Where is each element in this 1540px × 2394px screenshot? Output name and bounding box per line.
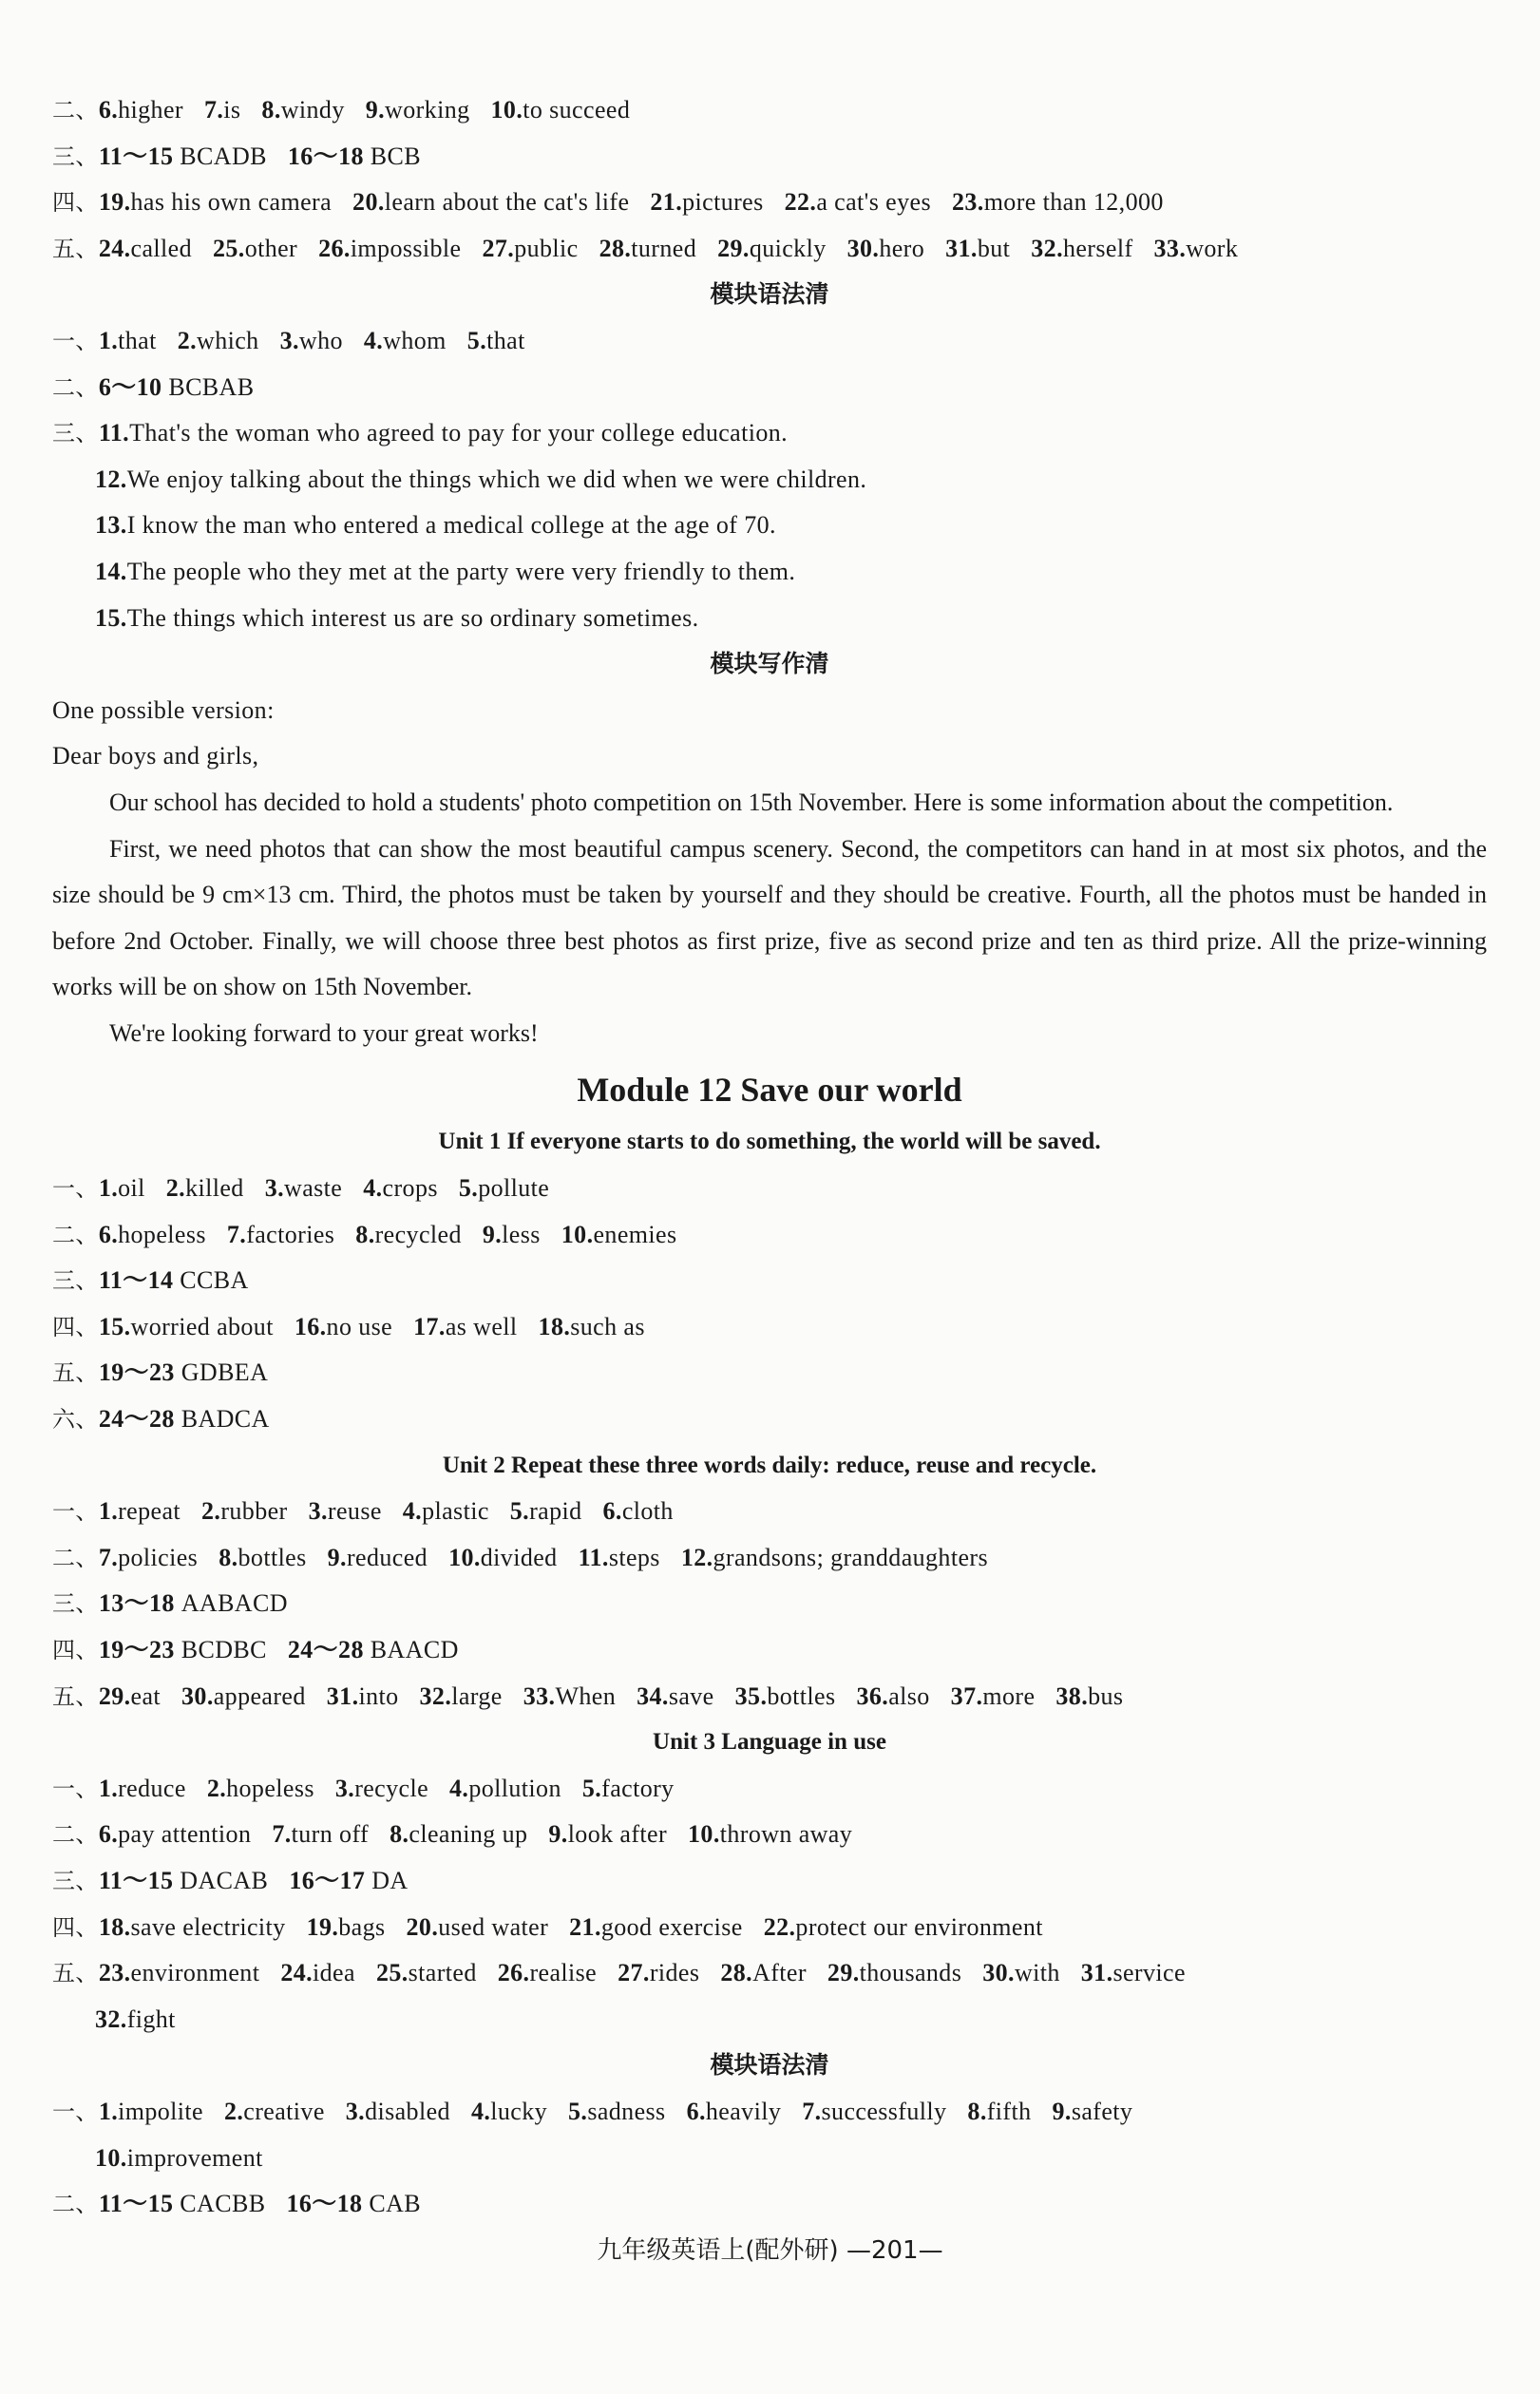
answer-line <box>52 1858 1487 1905</box>
answer-text: BCBAB <box>162 372 255 401</box>
question-group-prefix: 六、 <box>52 1406 99 1434</box>
question-number: 26. <box>318 234 351 262</box>
essay-paragraph: First, we need photos that can show the most beautiful campus scenery. Second, the competitors can hand in at most six photos, and the size should be 9 cm×13 cm. Third, the photos must be taken by yourself and they should be creative. Fourth, all the photos must be handed in before 2nd October. Finally, we will choose three best photos as first prize, five as second prize and ten as third prize. All the prize-winning works will be on show on 15th November. <box>52 834 1487 1001</box>
section-heading: 模块语法清 <box>710 280 829 309</box>
question-number: 22. <box>784 188 817 217</box>
question-number: 1. <box>98 1497 119 1526</box>
answer-text: CCBA <box>173 1266 249 1295</box>
question-number: 8. <box>967 2097 987 2125</box>
question-number: 15. <box>95 603 127 632</box>
question-number: 30. <box>982 1959 1015 1987</box>
question-number: 16～17 <box>289 1866 366 1894</box>
question-group-prefix: 四、 <box>52 1637 99 1663</box>
answer-text: reduce <box>118 1774 186 1802</box>
answer-line <box>52 1166 1487 1212</box>
question-number: 18. <box>98 1912 131 1941</box>
answer-text: hopeless <box>226 1774 314 1802</box>
answer-line <box>52 503 1487 549</box>
question-number: 16. <box>294 1312 327 1340</box>
question-number: 3. <box>345 2097 366 2125</box>
question-group-prefix: 三、 <box>52 420 99 447</box>
question-number: 4. <box>470 2097 491 2125</box>
answer-line <box>52 1766 1487 1813</box>
question-number: 31. <box>1080 1959 1113 1987</box>
answer-text: steps <box>608 1543 660 1571</box>
question-number: 11～15 <box>98 1866 174 1894</box>
answer-line <box>52 410 1487 457</box>
question-number: 5. <box>581 1774 602 1802</box>
answer-text: bottles <box>238 1543 307 1571</box>
question-number: 21. <box>569 1912 601 1941</box>
answer-text: oil <box>118 1174 145 1203</box>
answer-text: which <box>197 326 259 354</box>
answer-text: lucky <box>490 2097 548 2125</box>
question-number: 2. <box>201 1497 221 1526</box>
answer-text: The people who they met at the party were very friendly to them. <box>126 557 796 585</box>
answer-text: hopeless <box>118 1220 206 1248</box>
question-group-prefix: 一、 <box>52 1175 99 1203</box>
answer-text: turn off <box>291 1820 370 1849</box>
question-number: 6. <box>98 96 119 124</box>
unit-title: Unit 3 Language in use <box>653 1729 886 1756</box>
section-heading: 模块写作清 <box>710 650 829 678</box>
question-group-prefix: 三、 <box>52 1590 99 1618</box>
question-number: 9. <box>327 1543 347 1571</box>
question-number: 32. <box>95 2004 127 2033</box>
answer-line <box>52 87 1487 134</box>
page-footer: 九年级英语上(配外研) —201— <box>597 2236 943 2265</box>
answer-text: That's the woman who agreed to pay for your college education. <box>129 419 789 447</box>
answer-text: save electricity <box>130 1912 286 1941</box>
question-number: 11～14 <box>98 1266 174 1295</box>
question-number: 14. <box>95 557 127 585</box>
question-group-prefix: 二、 <box>52 2191 99 2218</box>
answer-text: a cat's eyes <box>816 188 931 217</box>
unit-title: Unit 1 If everyone starts to do something, the world will be saved. <box>438 1129 1101 1155</box>
question-number: 11～15 <box>98 142 174 170</box>
answer-text: into <box>358 1682 399 1710</box>
answer-text: thousands <box>859 1959 962 1987</box>
question-number: 10. <box>490 96 523 124</box>
question-number: 8. <box>355 1220 375 1248</box>
answer-text: used water <box>438 1912 549 1941</box>
question-number: 7. <box>272 1820 292 1849</box>
answer-text: factories <box>246 1220 335 1248</box>
question-number: 7. <box>98 1543 119 1571</box>
question-number: 9. <box>482 1220 503 1248</box>
question-number: 11. <box>98 419 130 447</box>
answer-text: that <box>118 326 157 354</box>
question-group-prefix: 一、 <box>52 327 99 354</box>
question-number: 5. <box>466 326 487 354</box>
unit-title: Unit 2 Repeat these three words daily: reduce, reuse and recycle. <box>442 1452 1097 1478</box>
question-number: 36. <box>856 1682 889 1710</box>
question-number: 2. <box>177 326 198 354</box>
question-group-prefix: 五、 <box>52 1359 99 1387</box>
answer-text: rapid <box>529 1497 582 1526</box>
question-number: 3. <box>264 1174 285 1203</box>
answer-text: waste <box>284 1174 343 1203</box>
answer-text: other <box>244 234 298 262</box>
answer-text: killed <box>185 1174 244 1203</box>
question-number: 28. <box>720 1959 753 1987</box>
answer-text: service <box>1112 1959 1186 1987</box>
essay-paragraph: We're looking forward to your great works! <box>109 1018 539 1047</box>
answer-text: factory <box>601 1774 675 1802</box>
answer-text: fight <box>126 2004 176 2033</box>
answer-text: environment <box>130 1959 260 1987</box>
essay-line: One possible version: <box>52 695 275 724</box>
answer-text: disabled <box>365 2097 450 2125</box>
essay-line: Dear boys and girls, <box>52 742 259 770</box>
answer-text: reuse <box>327 1497 382 1526</box>
answer-line <box>52 2181 1487 2228</box>
question-number: 24～28 <box>287 1636 364 1663</box>
question-number: 19～23 <box>98 1358 175 1387</box>
question-number: 30. <box>181 1682 214 1710</box>
question-number: 16～18 <box>286 2190 363 2218</box>
answer-text: recycled <box>374 1220 462 1248</box>
question-number: 20. <box>352 188 385 217</box>
answer-text: cleaning up <box>409 1820 528 1849</box>
question-group-prefix: 二、 <box>52 1221 99 1248</box>
question-number: 33. <box>523 1682 556 1710</box>
question-number: 20. <box>406 1912 439 1941</box>
answer-line <box>52 596 1487 642</box>
question-number: 12. <box>680 1543 713 1571</box>
question-number: 24～28 <box>98 1405 175 1434</box>
question-number: 3. <box>279 326 299 354</box>
question-number: 4. <box>363 1174 383 1203</box>
module-title: Module 12 Save our world <box>577 1071 962 1110</box>
answer-text: CACBB <box>173 2190 266 2218</box>
question-number: 1. <box>98 326 119 354</box>
question-group-prefix: 二、 <box>52 1821 99 1849</box>
question-number: 34. <box>637 1682 669 1710</box>
question-number: 37. <box>950 1682 983 1710</box>
answer-text: creative <box>243 2097 325 2125</box>
answer-text: whom <box>383 326 447 354</box>
question-number: 10. <box>561 1220 594 1248</box>
question-number: 19. <box>98 188 131 217</box>
answer-line <box>52 1581 1487 1627</box>
answer-text: hero <box>879 234 925 262</box>
answer-text: more than 12,000 <box>983 188 1164 217</box>
question-number: 1. <box>98 2097 119 2125</box>
answer-text: enemies <box>593 1220 677 1248</box>
answer-line <box>52 1674 1487 1720</box>
question-number: 5. <box>568 2097 588 2125</box>
question-number: 25. <box>375 1959 409 1987</box>
question-number: 29. <box>717 234 750 262</box>
answer-text: who <box>298 326 343 354</box>
answer-text: appeared <box>213 1682 306 1710</box>
question-number: 25. <box>212 234 245 262</box>
question-number: 10. <box>688 1820 720 1849</box>
answer-line <box>52 1627 1487 1674</box>
question-group-prefix: 五、 <box>52 1960 99 1987</box>
answer-text: successfully <box>821 2097 947 2125</box>
answer-text: The things which interest us are so ordinary sometimes. <box>126 603 699 632</box>
question-number: 19. <box>306 1912 339 1941</box>
answer-text: rides <box>649 1959 700 1987</box>
answer-line <box>52 1304 1487 1351</box>
answer-text: working <box>385 96 470 124</box>
answer-line <box>52 1258 1487 1304</box>
question-number: 3. <box>308 1497 328 1526</box>
question-group-prefix: 三、 <box>52 142 99 170</box>
question-group-prefix: 一、 <box>52 1498 99 1526</box>
question-number: 31. <box>945 234 978 262</box>
question-number: 15. <box>98 1312 131 1340</box>
answer-text: reduced <box>346 1543 428 1571</box>
question-number: 24. <box>280 1959 314 1987</box>
question-number: 6. <box>98 1220 119 1248</box>
question-number: 32. <box>419 1682 452 1710</box>
answer-text: After <box>752 1959 807 1987</box>
answer-text: GDBEA <box>174 1358 269 1387</box>
question-number: 9. <box>548 1820 568 1849</box>
answer-text: look after <box>567 1820 668 1849</box>
answer-text: bus <box>1088 1682 1124 1710</box>
answer-text: good exercise <box>600 1912 743 1941</box>
question-number: 12. <box>95 465 127 493</box>
answer-line <box>52 226 1487 273</box>
question-number: 1. <box>98 1174 119 1203</box>
answer-line <box>52 1212 1487 1259</box>
answer-text: improvement <box>126 2143 263 2172</box>
question-group-prefix: 二、 <box>52 97 99 124</box>
answer-text: recycle <box>354 1774 429 1802</box>
answer-text: impossible <box>350 234 462 262</box>
answer-text: rubber <box>220 1497 288 1526</box>
answer-text: bottles <box>767 1682 836 1710</box>
answer-line <box>52 2089 1487 2136</box>
question-number: 8. <box>261 96 281 124</box>
question-number: 6. <box>602 1497 622 1526</box>
question-number: 22. <box>763 1912 796 1941</box>
answer-text: BAACD <box>363 1636 459 1663</box>
question-number: 2. <box>206 1774 227 1802</box>
answer-text: cloth <box>621 1497 674 1526</box>
question-number: 13～18 <box>98 1589 175 1618</box>
answer-text: protect our environment <box>795 1912 1043 1941</box>
question-number: 35. <box>734 1682 768 1710</box>
answer-text: idea <box>313 1959 355 1987</box>
answer-text: policies <box>118 1543 199 1571</box>
answer-text: that <box>486 326 525 354</box>
answer-text: plastic <box>422 1497 489 1526</box>
answer-text: no use <box>326 1312 393 1340</box>
question-number: 11～15 <box>98 2190 174 2218</box>
question-group-prefix: 五、 <box>52 1682 99 1710</box>
question-number: 8. <box>390 1820 409 1849</box>
answer-text: repeat <box>118 1497 181 1526</box>
answer-text: save <box>668 1682 714 1710</box>
question-number: 6. <box>98 1820 119 1849</box>
answer-text: realise <box>529 1959 598 1987</box>
answer-text: to succeed <box>523 96 631 124</box>
question-number: 29. <box>827 1959 860 1987</box>
question-number: 19～23 <box>98 1636 175 1663</box>
answer-line <box>52 1489 1487 1535</box>
answer-text: but <box>977 234 1011 262</box>
question-group-prefix: 一、 <box>52 1775 99 1802</box>
section-heading: 模块语法清 <box>710 2051 829 2080</box>
question-number: 4. <box>402 1497 423 1526</box>
answer-text: has his own camera <box>130 188 333 217</box>
question-number: 30. <box>846 234 880 262</box>
question-number: 9. <box>365 96 386 124</box>
essay-paragraph: Our school has decided to hold a students' photo competition on 15th November. Here is some information about the competition. <box>109 788 1394 816</box>
answer-text: is <box>223 96 241 124</box>
question-number: 5. <box>458 1174 479 1203</box>
answer-text: called <box>130 234 192 262</box>
answer-line <box>52 180 1487 226</box>
answer-text: worried about <box>130 1312 274 1340</box>
question-number: 10. <box>95 2143 127 2172</box>
question-number: 8. <box>219 1543 238 1571</box>
question-number: 24. <box>98 234 131 262</box>
answer-text: crops <box>382 1174 438 1203</box>
question-group-prefix: 三、 <box>52 1867 99 1894</box>
answer-text: thrown away <box>719 1820 853 1849</box>
answer-text: We enjoy talking about the things which we did when we were children. <box>126 465 867 493</box>
question-number: 6～10 <box>98 372 162 401</box>
answer-line <box>52 1350 1487 1396</box>
answer-text: public <box>514 234 579 262</box>
answer-text: learn about the cat's life <box>384 188 630 217</box>
question-group-prefix: 一、 <box>52 2098 99 2125</box>
question-number: 18. <box>538 1312 571 1340</box>
answer-text: as well <box>445 1312 518 1340</box>
question-number: 32. <box>1031 234 1063 262</box>
question-number: 38. <box>1055 1682 1089 1710</box>
answer-text: large <box>451 1682 503 1710</box>
question-number: 7. <box>226 1220 247 1248</box>
answer-text: higher <box>118 96 183 124</box>
answer-text: bags <box>338 1912 386 1941</box>
question-number: 9. <box>1052 2097 1072 2125</box>
answer-text: CAB <box>362 2190 421 2218</box>
question-group-prefix: 四、 <box>52 189 99 217</box>
answer-text: also <box>888 1682 930 1710</box>
question-number: 3. <box>334 1774 355 1802</box>
answer-line <box>52 365 1487 411</box>
answer-key-page <box>52 87 1487 2228</box>
question-number: 26. <box>497 1959 530 1987</box>
answer-line <box>52 1396 1487 1443</box>
answer-text: BADCA <box>174 1405 270 1434</box>
answer-line <box>52 1950 1487 1997</box>
answer-text: started <box>408 1959 477 1987</box>
answer-line <box>52 134 1487 180</box>
question-number: 21. <box>650 188 683 217</box>
answer-text: heavily <box>705 2097 782 2125</box>
question-number: 13. <box>95 511 127 540</box>
question-group-prefix: 三、 <box>52 1267 99 1295</box>
question-group-prefix: 四、 <box>52 1313 99 1340</box>
answer-text: less <box>502 1220 541 1248</box>
answer-text: fifth <box>986 2097 1032 2125</box>
question-group-prefix: 五、 <box>52 235 99 262</box>
question-group-prefix: 四、 <box>52 1913 99 1941</box>
answer-text: DACAB <box>173 1866 269 1894</box>
question-number: 33. <box>1153 234 1187 262</box>
question-number: 27. <box>618 1959 650 1987</box>
question-number: 1. <box>98 1774 119 1802</box>
answer-text: BCADB <box>173 142 267 170</box>
answer-line <box>52 1812 1487 1858</box>
answer-text: pollution <box>468 1774 561 1802</box>
answer-text: safety <box>1071 2097 1133 2125</box>
question-number: 10. <box>448 1543 481 1571</box>
answer-text: with <box>1014 1959 1060 1987</box>
answer-text: divided <box>480 1543 558 1571</box>
question-number: 4. <box>363 326 384 354</box>
question-number: 23. <box>951 188 984 217</box>
question-number: 17. <box>413 1312 446 1340</box>
answer-line <box>52 1535 1487 1582</box>
answer-text: work <box>1186 234 1239 262</box>
question-number: 11. <box>578 1543 609 1571</box>
question-group-prefix: 二、 <box>52 373 99 401</box>
answer-text: pollute <box>478 1174 550 1203</box>
answer-text: windy <box>280 96 345 124</box>
answer-text: pay attention <box>118 1820 252 1849</box>
question-number: 5. <box>509 1497 530 1526</box>
answer-text: more <box>982 1682 1036 1710</box>
answer-line <box>52 2136 1487 2182</box>
question-number: 27. <box>482 234 515 262</box>
answer-text: sadness <box>587 2097 666 2125</box>
answer-text: pictures <box>682 188 764 217</box>
question-number: 7. <box>203 96 224 124</box>
question-number: 23. <box>98 1959 131 1987</box>
answer-line <box>52 1997 1487 2043</box>
answer-line <box>52 549 1487 596</box>
question-number: 7. <box>802 2097 822 2125</box>
question-number: 4. <box>449 1774 469 1802</box>
question-number: 31. <box>326 1682 359 1710</box>
answer-text: turned <box>631 234 697 262</box>
question-number: 6. <box>686 2097 706 2125</box>
answer-text: grandsons; granddaughters <box>713 1543 988 1571</box>
answer-line <box>52 1905 1487 1951</box>
answer-text: When <box>555 1682 617 1710</box>
question-number: 16～18 <box>287 142 364 170</box>
answer-text: I know the man who entered a medical college at the age of 70. <box>126 511 776 540</box>
question-group-prefix: 二、 <box>52 1544 99 1571</box>
answer-text: herself <box>1062 234 1133 262</box>
question-number: 28. <box>599 234 632 262</box>
answer-text: impolite <box>118 2097 203 2125</box>
question-number: 2. <box>165 1174 186 1203</box>
answer-text: eat <box>130 1682 162 1710</box>
answer-text: BCDBC <box>174 1636 267 1663</box>
answer-line <box>52 457 1487 504</box>
question-number: 29. <box>98 1682 131 1710</box>
answer-text: AABACD <box>174 1589 288 1618</box>
answer-text: such as <box>570 1312 645 1340</box>
question-number: 2. <box>223 2097 244 2125</box>
answer-text: BCB <box>363 142 422 170</box>
answer-text: quickly <box>749 234 827 262</box>
answer-line <box>52 318 1487 365</box>
answer-text: DA <box>365 1866 409 1894</box>
